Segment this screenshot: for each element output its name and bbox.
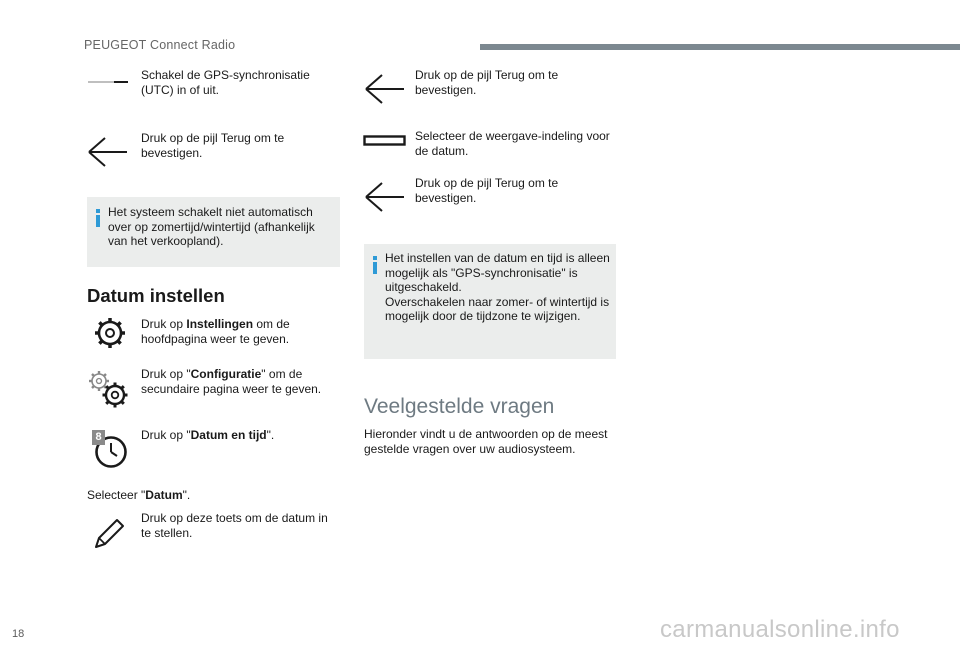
pencil-icon (93, 516, 127, 550)
running-header: PEUGEOT Connect Radio (84, 38, 236, 52)
info-box (364, 244, 616, 359)
gear-icon (92, 315, 128, 351)
faq-text: Hieronder vindt u de antwoorden op de meest gestelde vragen over uw audiosysteem. (364, 427, 608, 456)
step-datetime-text: Druk op "Datum en tijd". (141, 428, 275, 442)
info-box (87, 197, 340, 267)
step-back-text: Druk op de pijl Terug om te bevestigen. (141, 131, 285, 160)
info-text (385, 251, 613, 324)
step-gps-text: Schakel de GPS-synchronisatie (UTC) in of uit. (141, 68, 310, 97)
number-badge: 8 (92, 430, 105, 445)
info-text: Het systeem schakelt niet automatisch over op zomertijd/wintertijd (afhankelijk van het verkoopland). (108, 205, 315, 248)
selector-bar-icon (363, 134, 407, 148)
step-back-text: Druk op de pijl Terug om te bevestigen. (415, 68, 559, 97)
toggle-line-icon (88, 74, 130, 86)
info-line-2: Overschakelen naar zomer- of wintertijd is mogelijk door de tijdzone te wijzigen. (385, 294, 610, 323)
page-number: 18 (12, 628, 25, 640)
select-datum-text: Selecteer "Datum". (87, 488, 191, 502)
info-icon (96, 209, 100, 227)
double-gear-icon (87, 369, 131, 409)
step-format-text: Selecteer de weergave-indeling voor de datum. (415, 129, 610, 158)
step-config-text: Druk op "Configuratie" om de secundaire pagina weer te geven. (141, 367, 322, 396)
info-line-1: Het instellen van de datum en tijd is alleen mogelijk als "GPS-synchronisatie" is uitgeschakeld. (385, 251, 610, 294)
step-back-text: Druk op de pijl Terug om te bevestigen. (415, 176, 559, 205)
header-bar (480, 44, 960, 50)
back-arrow-icon (364, 181, 406, 213)
step-edit-text: Druk op deze toets om de datum in te stellen. (141, 511, 328, 540)
watermark: carmanualsonline.info (660, 616, 900, 643)
faq-title: Veelgestelde vragen (364, 395, 555, 418)
step-settings-text: Druk op Instellingen om de hoofdpagina weer te geven. (141, 317, 290, 346)
back-arrow-icon (87, 136, 129, 168)
info-icon (373, 256, 377, 274)
section-title: Datum instellen (87, 285, 225, 306)
back-arrow-icon (364, 73, 406, 105)
